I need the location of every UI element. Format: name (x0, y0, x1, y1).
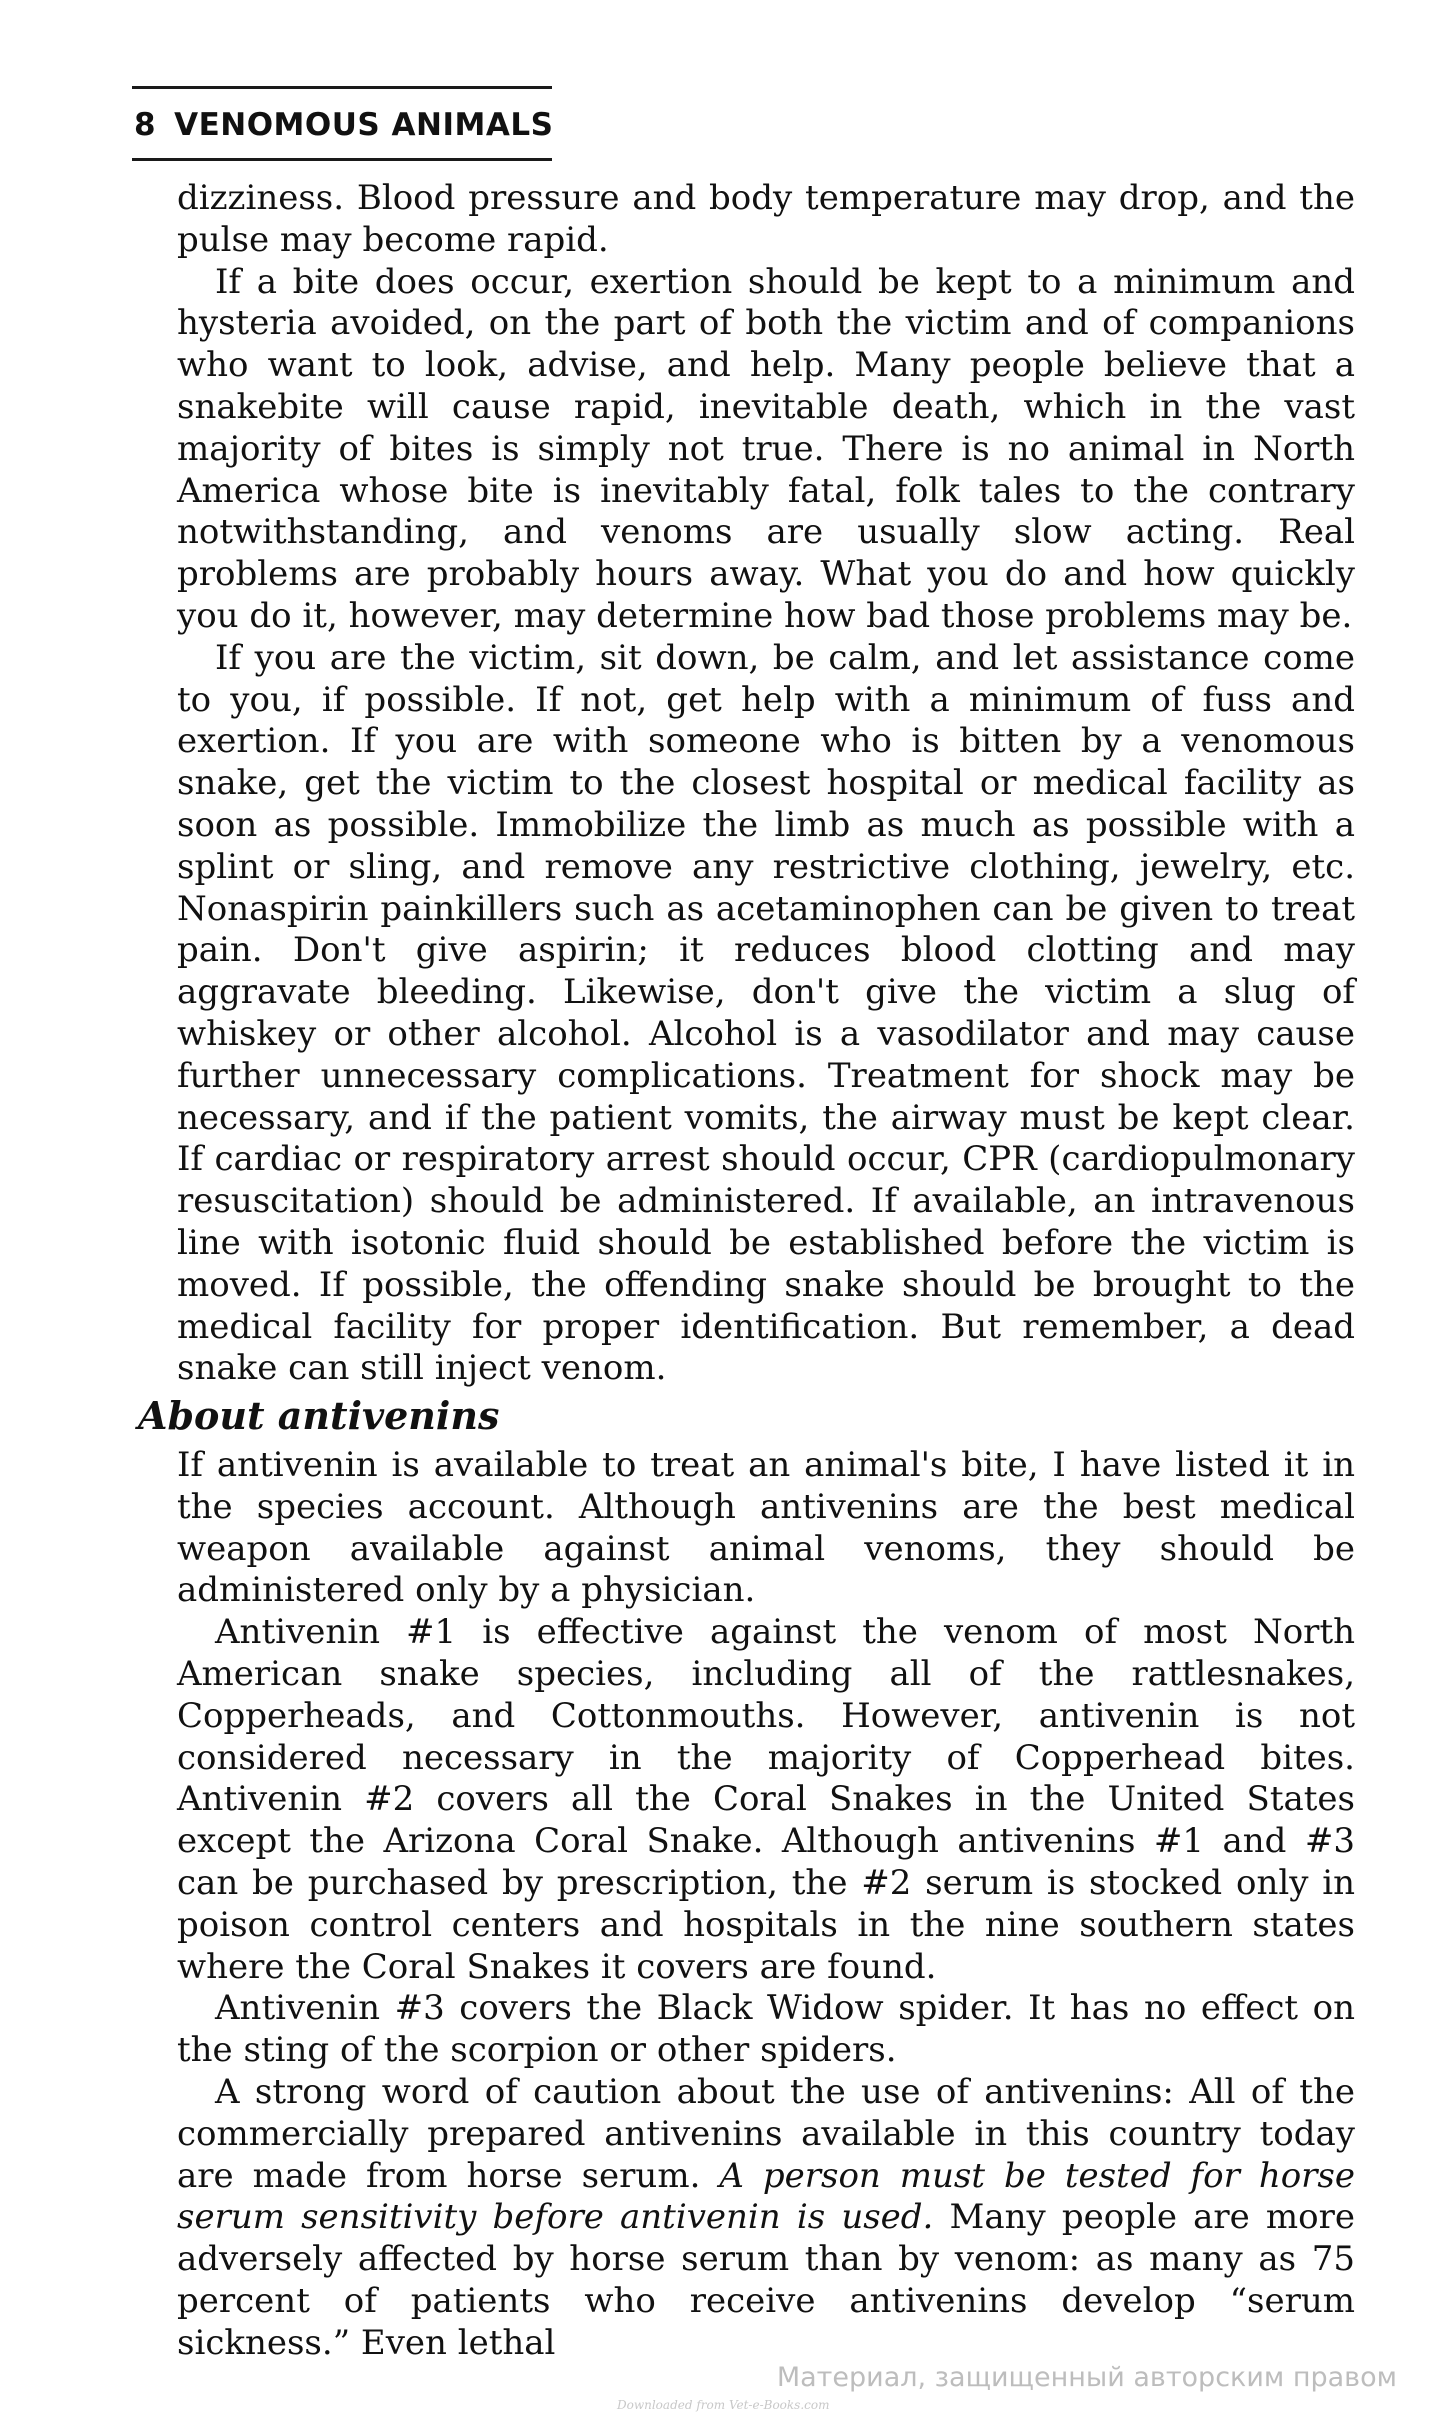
header-top-rule (132, 86, 552, 89)
page-number: 8 (134, 107, 157, 143)
paragraph: If you are the victim, sit down, be calm, and let assistance come to you, if possible. If not, get help with a minimum of fuss and exertion. If you are with someone who is bitten by a venomous snake, get the victim to the closest hospital or medical facility as soon as possible. Immobilize the limb as much as possible with a splint or sling, and remove any restrictive clothing, jewelry, etc. Nonaspirin painkillers such as acetaminophen can be given to treat pain. Don't give aspirin; it reduces blood clotting and may aggravate bleeding. Likewise, don't give the victim a slug of whiskey or other alcohol. Alcohol is a vasodilator and may cause further unnecessary complications. Treatment for shock may be necessary, and if the patient vomits, the airway must be kept clear. If cardiac or respiratory arrest should occur, CPR (cardiopulmonary resuscitation) should be administered. If available, an intravenous line with isotonic fluid should be established before the victim is moved. If possible, the offending snake should be brought to the medical facility for proper identification. But remember, a dead snake can still inject venom. (177, 637, 1355, 1389)
paragraph: Antivenin #1 is effective against the venom of most North American snake species, including all of the rattlesnakes, Copperheads, and Cottonmouths. However, antivenin is not considered necessary in the majority of Copperhead bites. Antivenin #2 covers all the Coral Snakes in the United States except the Arizona Coral Snake. Although antivenins #1 and #3 can be purchased by prescription, the #2 serum is stocked only in poison control centers and hospitals in the nine southern states where the Coral Snakes it covers are found. (177, 1612, 1355, 1987)
copyright-watermark: Материал, защищенный авторским правом (776, 2362, 1397, 2393)
download-note: Downloaded from Vet-e-Books.com (617, 2398, 830, 2412)
paragraph-continued: dizziness. Blood pressure and body temperature may drop, and the pulse may become rapid. (177, 178, 1355, 260)
body-text-top (177, 178, 1355, 1390)
caution-text-italic: A person must be tested for horse serum sensitivity before antivenin is used. (177, 2155, 1356, 2238)
paragraph: Antivenin #3 covers the Black Widow spider. It has no effect on the sting of the scorpion or other spiders. (177, 1988, 1355, 2071)
running-header (134, 107, 553, 143)
section-heading: About antivenins (138, 1393, 500, 1438)
caution-text-start: A strong word of caution about the use of antivenins: All of the commercially prepared antivenins available in this country today are made from horse serum. (177, 2071, 1355, 2196)
paragraph: If antivenin is available to treat an animal's bite, I have listed it in the species account. Although antivenins are the best medical weapon available against animal venoms, they should be administered only by a physician. (177, 1445, 1355, 1611)
paragraph: If a bite does occur, exertion should be kept to a minimum and hysteria avoided, on the part of both the victim and of companions who want to look, advise, and help. Many people believe that a snakebite will cause rapid, inevitable death, which in the vast majority of bites is simply not true. There is no animal in North America whose bite is inevitably fatal, folk tales to the contrary notwithstanding, and venoms are usually slow acting. Real problems are probably hours away. What you do and how quickly you do it, however, may determine how bad those problems may be. (177, 261, 1355, 636)
caution-text-end: Many people are more adversely affected by horse serum than by venom: as many as 75 percent of patients who receive antivenins develop “serum sickness.” Even lethal (177, 2197, 1356, 2363)
running-title: VENOMOUS ANIMALS (174, 107, 554, 143)
header-bottom-rule (132, 158, 552, 161)
paragraph-caution (177, 2072, 1355, 2365)
body-text-section (177, 1445, 1355, 2365)
